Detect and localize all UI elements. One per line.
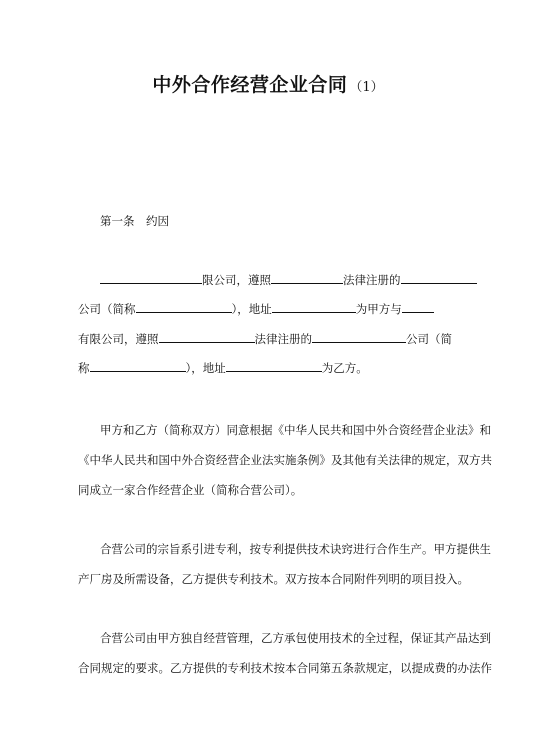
blank-field <box>100 272 202 284</box>
party-text: 为甲方与 <box>355 302 402 316</box>
party-text: 法律注册的 <box>343 273 401 287</box>
party-line-1 <box>78 272 458 288</box>
blank-field <box>401 272 477 284</box>
party-line-2 <box>78 301 458 317</box>
party-text: 法律注册的 <box>254 332 312 346</box>
party-text: 限公司，遵照 <box>202 273 271 287</box>
blank-field <box>90 360 186 372</box>
party-text: ），地址 <box>185 361 226 375</box>
blank-field <box>272 301 356 313</box>
paragraph-line: 《中华人民共和国中外合资经营企业法实施条例》及其他有关法律的规定，双方共 <box>78 453 492 467</box>
blank-field <box>159 331 255 343</box>
party-text: 公司（简 <box>406 332 452 346</box>
paragraph-line: 产厂房及所需设备，乙方提供专利技术。双方按本合同附件列明的项目投入。 <box>78 572 469 586</box>
blank-field <box>271 272 343 284</box>
paragraph-line: 合营公司的宗旨系引进专利，按专利提供技术诀窍进行合作生产。甲方提供生 <box>100 542 491 556</box>
party-text: 有限公司，遵照 <box>78 332 159 346</box>
party-line-3 <box>78 331 458 347</box>
paragraph-line: 合同规定的要求。乙方提供的专利技术按本合同第五条款规定，以提成费的办法作 <box>78 661 492 675</box>
paragraph-line: 甲方和乙方（简称双方）同意根据《中华人民共和国中外合资经营企业法》和 <box>100 423 491 437</box>
party-text: 公司（简称 <box>78 302 136 316</box>
paragraph-line: 同成立一家合作经营企业（简称合营公司）。 <box>78 483 303 497</box>
party-line-4 <box>78 360 458 376</box>
blank-field <box>402 301 434 313</box>
article-heading: 第一条 约因 <box>100 214 169 228</box>
party-text: 称 <box>78 361 90 375</box>
party-text: ），地址 <box>231 302 272 316</box>
paragraph-line: 合营公司由甲方独自经营管理，乙方承包使用技术的全过程，保证其产品达到 <box>100 631 491 645</box>
party-text: 为乙方。 <box>321 361 368 375</box>
title-main: 中外合作经营企业合同 <box>152 74 348 96</box>
blank-field <box>136 301 232 313</box>
blank-field <box>312 331 406 343</box>
blank-field <box>226 360 322 372</box>
title-suffix: （1） <box>349 80 384 95</box>
document-title <box>0 70 536 97</box>
